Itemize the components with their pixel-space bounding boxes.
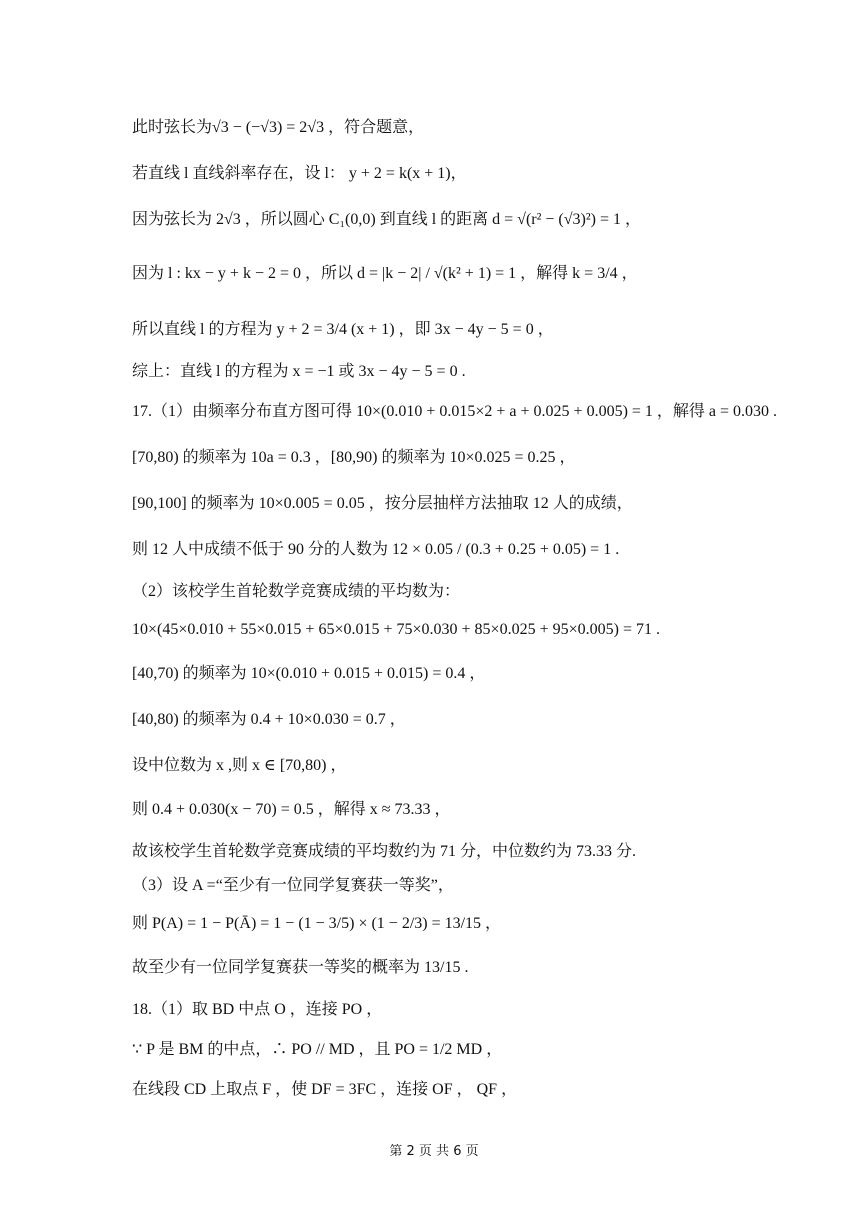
text-line: [40,70) 的频率为 10×(0.010 + 0.015 + 0.015) = 0.4 ， — [132, 665, 486, 682]
text-line: 故该校学生首轮数学竞赛成绩的平均数约为 71 分，中位数约为 73.33 分. — [132, 843, 637, 860]
text-line: 则 12 人中成绩不低于 90 分的人数为 12 × 0.05 / (0.3 + 0.25 + 0.05) = 1 . — [132, 541, 620, 558]
text-line: 则 0.4 + 0.030(x − 70) = 0.5 ，解得 x ≈ 73.33 ， — [132, 801, 451, 818]
text-line: 则 P(A) = 1 − P(Ā) = 1 − (1 − 3/5) × (1 − 2/3) = 13/15 ， — [132, 915, 502, 932]
text-line: （3）设 A =“至少有一位同学复赛获一等奖”， — [132, 877, 454, 894]
text-line: ∵ P 是 BM 的中点，∴ PO // MD ，且 PO = 1/2 MD ， — [132, 1041, 503, 1058]
text-line: 故至少有一位同学复赛获一等奖的概率为 13/15 . — [132, 959, 469, 976]
text-line: [40,80) 的频率为 0.4 + 10×0.030 = 0.7 ， — [132, 711, 406, 728]
question-17-line: 17.（1）由频率分布直方图可得 10×(0.010 + 0.015×2 + a + 0.025 + 0.005) = 1 ，解得 a = 0.030 . — [132, 403, 778, 420]
text-line: （2）该校学生首轮数学竞赛成绩的平均数为： — [132, 583, 461, 600]
text-line: 在线段 CD 上取点 F ，使 DF = 3FC ，连接 OF ， QF ， — [132, 1081, 518, 1098]
text-line: 10×(45×0.010 + 55×0.015 + 65×0.015 + 75×0.030 + 85×0.025 + 95×0.005) = 71 . — [132, 621, 660, 638]
text-line: 因为弦长为 2√3 ，所以圆心 C₁(0,0) 到直线 l 的距离 d = √(r² − (√3)²) = 1 ， — [132, 211, 642, 228]
text-line: 所以直线 l 的方程为 y + 2 = 3/4 (x + 1) ，即 3x − 4y − 5 = 0 ， — [132, 321, 554, 338]
text-line: 因为 l : kx − y + k − 2 = 0 ，所以 d = |k − 2| / √(k² + 1) = 1 ，解得 k = 3/4 ， — [132, 265, 638, 282]
text-line: 此时弦长为√3 − (−√3) = 2√3 ，符合题意， — [132, 119, 425, 136]
text-line: 设中位数为 x ,则 x ∈ [70,80) ， — [132, 757, 347, 774]
question-18-line: 18.（1）取 BD 中点 O ，连接 PO ， — [132, 1001, 383, 1018]
text-line: [70,80) 的频率为 10a = 0.3 ，[80,90) 的频率为 10×0.025 = 0.25 ， — [132, 449, 576, 466]
text-line: 综上：直线 l 的方程为 x = −1 或 3x − 4y − 5 = 0 . — [132, 363, 466, 380]
text-line: 若直线 l 直线斜率存在，设 l： y + 2 = k(x + 1)， — [132, 165, 467, 182]
text-line: [90,100] 的频率为 10×0.005 = 0.05 ，按分层抽样方法抽取 12 人的成绩， — [132, 495, 633, 512]
page-footer: 第 2 页 共 6 页 — [389, 1144, 479, 1159]
